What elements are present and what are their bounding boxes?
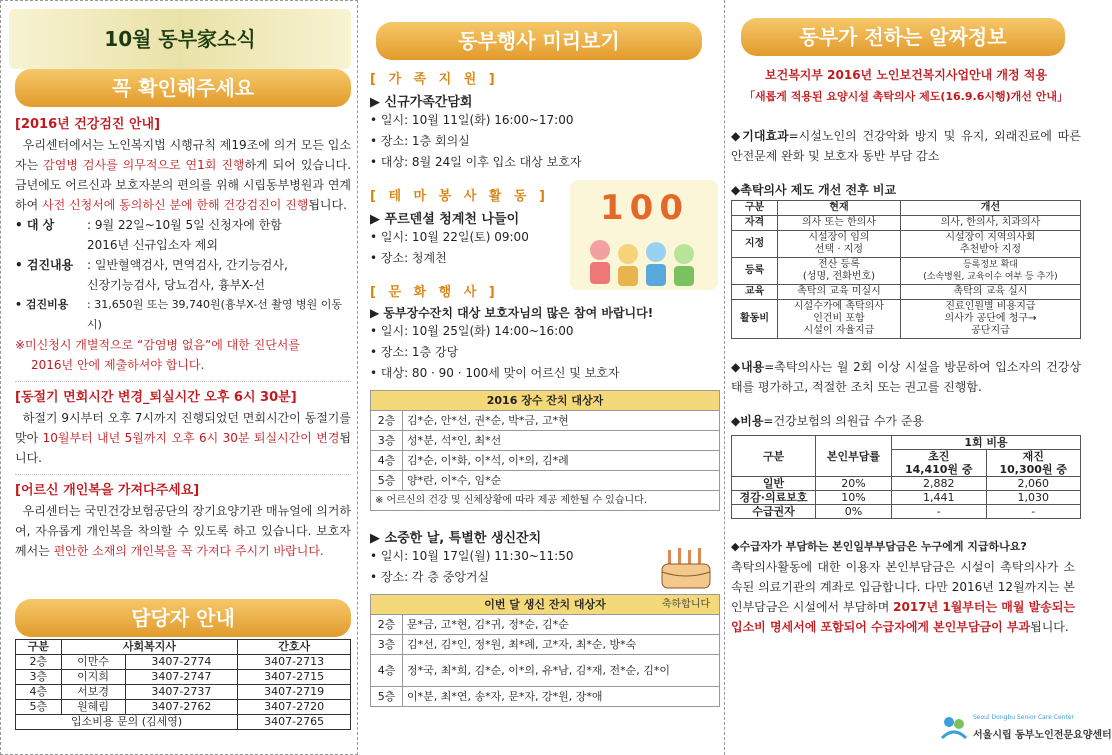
health-check-note: ※미신청시 개별적으로 “감염병 없음”에 대한 진단서를 <box>15 338 300 352</box>
event-line: • 일시: 10월 11일(화) 16:00~17:00 <box>370 113 574 127</box>
visiting-hours-paragraph: 하절기 9시부터 오후 7시까지 진행되었던 면회시간이 동절기를 맞아 10월부터 내년 5월까지 오후 6시 30분 퇴실시간이 변경됩니다. <box>15 411 352 465</box>
congrats-text: 축하합니다 <box>661 599 711 610</box>
event-line: • 일시: 10월 25일(화) 14:00~16:00 <box>370 324 574 338</box>
must-check-banner: 꼭 확인해주세요 <box>15 69 351 107</box>
table-row: 일반 20% 2,882 2,060 <box>732 477 1081 491</box>
content-description: ◆내용=촉탁의사는 월 2회 이상 시설을 방문하여 입소자의 건강상태를 평가하고, 적절한 조치 또는 권고를 진행함. <box>731 360 1081 394</box>
info-subtitle: 보건복지부 2016년 노인보건복지사업안내 개정 적용 <box>765 68 1047 82</box>
volunteer-section: [ 테 마 봉 사 활 동 ] <box>370 189 549 204</box>
table-header: 이번 달 생신 잔치 대상자 <box>371 595 720 615</box>
events-banner: 동부행사 미리보기 <box>376 22 702 60</box>
event-line: • 대상: 80 · 90 · 100세 맞이 어르신 및 보호자 <box>370 366 620 380</box>
table-row: 2층 김*순, 안*선, 권*순, 박*금, 고*현 <box>371 411 720 431</box>
health-check-paragraph: 우리센터에서는 노인복지법 시행규칙 제19조에 의거 모든 입소자는 감염병 검사를 의무적으로 연1회 진행하게 되어 있습니다. 금년에도 어르신과 보호자분의 편의를 위해 시립동부병원과 연계하여 사전 신청서에 동의하신 분에 한해 건강검진이 진행됩니다. <box>15 138 352 212</box>
longevity-party-title: ▶ 동부장수잔치 대상 보호자님의 많은 참여 바랍니다! <box>370 306 654 320</box>
table-row: 3층 성*분, 석*인, 최*선 <box>371 431 720 451</box>
detail-row: • 검진내용 : 일반혈액검사, 면역검사, 간기능검사, <box>15 258 288 272</box>
divider <box>15 381 351 382</box>
detail-row: 2016년 신규입소자 제외 <box>87 238 218 252</box>
column-notices <box>0 0 358 755</box>
column-events <box>362 0 722 755</box>
table-header: 2016 장수 잔치 대상자 <box>371 391 720 411</box>
logo-korean: 서울시립 동부노인전문요양센터 <box>973 730 1112 741</box>
info-banner: 동부가 전하는 알짜정보 <box>741 18 1065 56</box>
event-line: • 장소: 각 층 중앙거실 <box>370 570 490 584</box>
event-line: • 장소: 청계천 <box>370 251 447 265</box>
health-check-details <box>15 215 351 335</box>
table-row: 경감·의료보호 10% 1,441 1,030 <box>732 491 1081 505</box>
table-row: 자격 의사 또는 한의사 의사, 한의사, 치과의사 <box>732 216 1081 231</box>
cake-icon <box>656 546 716 592</box>
table-header-row: 구분 사회복지사 간호사 <box>16 640 351 655</box>
event-line: • 일시: 10월 17일(월) 11:30~11:50 <box>370 549 574 563</box>
divider <box>15 474 351 475</box>
table-row: 입소비용 문의 (김세영) 3407-2765 <box>16 715 351 730</box>
event-line: • 장소: 1층 강당 <box>370 345 459 359</box>
family-meeting-title: ▶ 신규가족간담회 <box>370 95 473 110</box>
column-info <box>724 0 1112 755</box>
detail-row: • 검진비용 : 31,650원 또는 39,740원(흉부X-선 촬영 병원 이동시) <box>15 298 343 331</box>
payment-heading: ◆수급자가 부담하는 본인일부부담금은 누구에게 지급하나요? <box>731 540 1027 553</box>
table-row: 지정 시설장이 임의 선택 · 지정 시설장이 지역의사회 추천받아 지정 <box>732 231 1081 258</box>
table-row: 활동비 시설수가에 촉탁의사 인건비 포함 시설이 자율지급 진료인원별 비용지급 의사가 공단에 청구→ 공단지급 <box>732 300 1081 339</box>
event-line: • 일시: 10월 22일(토) 09:00 <box>370 230 529 244</box>
seniors-100-illustration <box>570 180 718 290</box>
table-header-row: 구분 현재 개선 <box>732 201 1081 216</box>
newsletter-header <box>9 9 351 69</box>
table-row: 교육 촉탁의 교육 미실시 촉탁의 교육 실시 <box>732 285 1081 300</box>
birthday-party-title: ▶ 소중한 날, 특별한 생신잔치 <box>370 531 542 546</box>
hundred-text: 100 <box>600 188 689 228</box>
newsletter-title: 10월 동부家소식 <box>104 27 256 51</box>
event-line: • 장소: 1층 회의실 <box>370 134 470 148</box>
table-row: 3층 이지희 3407-2747 3407-2715 <box>16 670 351 685</box>
comparison-heading: ◆촉탁의사 제도 개선 전후 비교 <box>731 183 897 197</box>
expected-effect: ◆기대효과=시설노인의 건강악화 방지 및 유지, 외래진료에 따른 안전문제 완화 및 보호자 동반 부담 감소 <box>731 129 1081 163</box>
comparison-table <box>731 200 1081 339</box>
longevity-table <box>370 390 720 511</box>
cost-description: ◆비용=건강보험의 의원급 수가 준용 <box>731 414 925 428</box>
notices-content <box>15 115 351 561</box>
table-row: ※ 어르신의 건강 및 신체상황에 따라 제공 제한될 수 있습니다. <box>371 491 720 511</box>
table-header-row: 구분 본인부담률 1회 비용 <box>732 436 1081 450</box>
table-row: 2층 문*금, 고*현, 김*귀, 정*순, 김*순 <box>371 615 720 635</box>
center-logo-icon <box>939 712 969 742</box>
table-row: 4층 정*국, 최*희, 김*순, 이*의, 유*남, 김*재, 전*순, 김*이 <box>371 655 720 687</box>
table-header-row: 초진 14,410원 중 재진 10,300원 중 <box>732 450 1081 477</box>
detail-row: • 대 상 : 9월 22일~10월 5일 신청자에 한함 <box>15 218 282 232</box>
table-row: 수급권자 0% - - <box>732 505 1081 519</box>
table-row: 5층 이*분, 최*연, 송*자, 문*자, 강*원, 장*애 <box>371 687 720 707</box>
birthday-table <box>370 594 720 707</box>
cost-table <box>731 435 1081 519</box>
detail-row: 신장기능검사, 당뇨검사, 흉부X-선 <box>87 278 265 292</box>
birthday-cake-illustration <box>656 546 716 610</box>
info-content <box>731 64 1081 637</box>
personal-clothes-title: [어르신 개인복을 가져다주세요] <box>15 483 200 498</box>
center-logo <box>939 710 1112 746</box>
events-content <box>370 68 720 707</box>
staff-banner: 담당자 안내 <box>15 599 351 637</box>
outing-title: ▶ 푸르덴셜 청계천 나들이 <box>370 212 520 227</box>
table-row: 4층 김*순, 이*화, 이*석, 이*의, 김*례 <box>371 451 720 471</box>
event-line: • 대상: 8월 24일 이후 입소 대상 보호자 <box>370 155 582 169</box>
culture-section: [ 문 화 행 사 ] <box>370 285 499 300</box>
visiting-hours-title: [동절기 면회시간 변경_퇴실시간 오후 6시 30분] <box>15 390 297 405</box>
payment-paragraph: 촉탁의사활동에 대한 이용자 본인부담금은 시설이 촉탁의사가 소속된 의료기관의 계좌로 입금합니다. 다만 2016년 12월까지는 본인부담금은 시설에서 부담하며 2017년 1월부터는 매월 발송되는 입소비 명세서에 포함되어 수급자에게 본인부담금이 부과됩니다. <box>731 560 1075 634</box>
family-support-section: [ 가 족 지 원 ] <box>370 72 499 87</box>
table-row: 등록 전산 등록 (성명, 전화번호) 등록정보 확대 (소속병원, 교육이수 여부 등 추가) <box>732 258 1081 285</box>
table-row: 5층 양*란, 이*수, 임*순 <box>371 471 720 491</box>
health-check-title: [2016년 건강검진 안내] <box>15 117 161 132</box>
table-row: 5층 원혜림 3407-2762 3407-2720 <box>16 700 351 715</box>
personal-clothes-paragraph: 우리센터는 국민건강보험공단의 장기요양기관 매뉴얼에 의거하여, 자유롭게 개인복을 착의할 수 있도록 하고 있습니다. 보호자께서는 편안한 소재의 개인복을 꼭 가져다 주시기 바랍니다. <box>15 504 351 558</box>
info-subtitle: 「새롭게 적용된 요양시설 촉탁의사 제도(16.9.6시행)개선 안내」 <box>744 90 1068 103</box>
health-check-note: 2016년 안에 제출하셔야 합니다. <box>31 358 205 372</box>
table-row: 2층 이만수 3407-2774 3407-2713 <box>16 655 351 670</box>
table-row: 4층 서보경 3407-2737 3407-2719 <box>16 685 351 700</box>
logo-english: Seoul Dongbu Senior Care Center <box>973 714 1074 721</box>
staff-table <box>15 639 351 730</box>
table-row: 3층 김*선, 김*인, 정*원, 최*례, 고*자, 최*순, 방*숙 <box>371 635 720 655</box>
